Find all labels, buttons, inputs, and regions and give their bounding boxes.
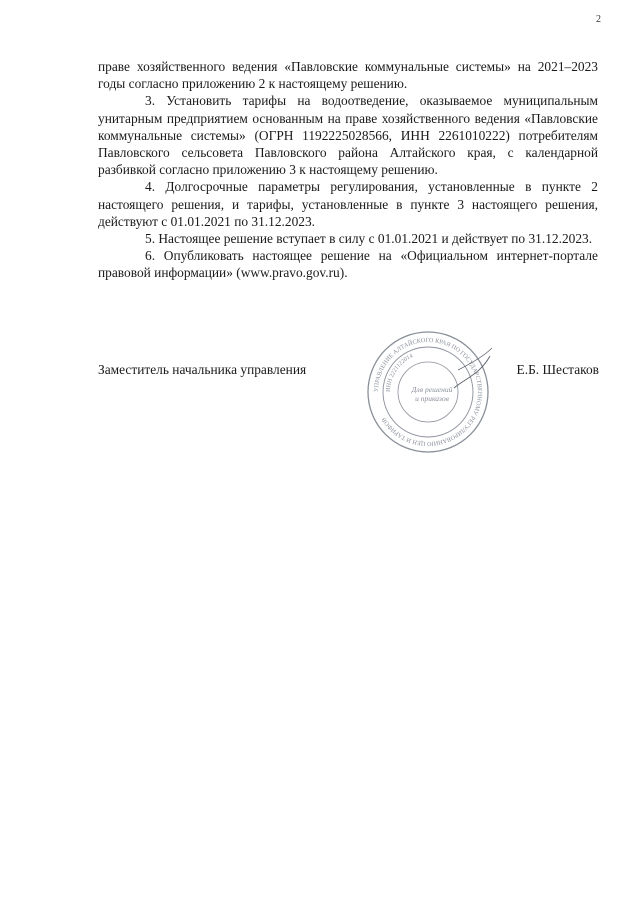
paragraph-continuation: праве хозяйственного ведения «Павловские коммунальные системы» на 2021–2023 годы согласно приложению 2 к настоящему решению.: [98, 59, 598, 92]
paragraph-item-6: 6. Опубликовать настоящее решение на «Официальном интернет-портале правовой информации» (www.pravo.gov.ru).: [98, 248, 598, 281]
paragraph-item-3: 3. Установить тарифы на водоотведение, оказываемое муниципальным унитарным предприятием основанным на праве хозяйственного ведения «Павловские коммунальные системы» (ОГРН 1192225028566, ИНН 2261010222) потребителям Павловского сельсовета Павловского района Алтайского края, с календарной разбивкой согласно приложению 3 к настоящему решению.: [98, 93, 598, 178]
seal-inn-text: ИНН 2221122014: [385, 353, 414, 393]
seal-ring-text: УПРАВЛЕНИЕ АЛТАЙСКОГО КРАЯ ПО ГОСУДАРСТВЕННОМУ РЕГУЛИРОВАНИЮ ЦЕН И ТАРИФОВ: [372, 336, 484, 448]
signatory-title: Заместитель начальника управления: [98, 362, 307, 377]
official-seal: [362, 326, 494, 458]
paragraph-item-5: 5. Настоящее решение вступает в силу с 01.01.2021 и действует по 31.12.2023.: [145, 231, 593, 247]
seal-center-line-2: и приказов: [415, 394, 449, 403]
page-number: 2: [596, 14, 601, 25]
document-body: [98, 58, 598, 282]
signatory-name: Е.Б. Шестаков: [516, 362, 599, 377]
seal-graphic: [362, 326, 494, 458]
seal-center-line-1: Для решений: [411, 385, 453, 394]
paragraph-item-4: 4. Долгосрочные параметры регулирования, установленные в пункте 2 настоящего решения, и тарифы, установленные в пункте 3 настоящего решения, действуют с 01.01.2021 по 31.12.2023.: [98, 179, 598, 229]
